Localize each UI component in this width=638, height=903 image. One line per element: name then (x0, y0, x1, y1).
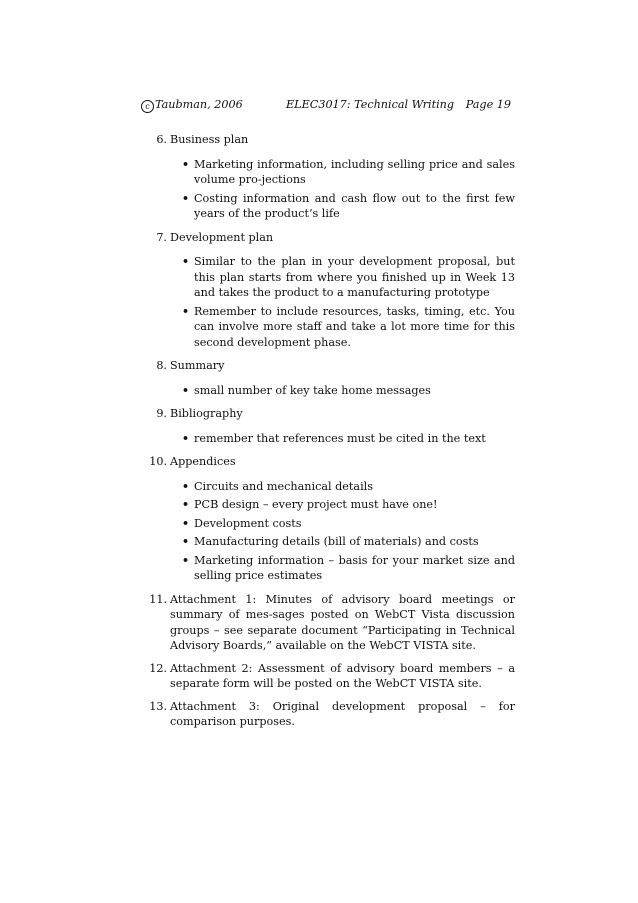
list-item-title: Summary (170, 359, 225, 372)
bullet-item: • Manufacturing details (bill of materials) and costs (170, 534, 515, 550)
bullet-list (170, 157, 515, 222)
list-item-number: 13. (149, 699, 167, 713)
list-item-development-plan (145, 230, 515, 351)
header-author (141, 96, 243, 114)
list-item-text: Attachment 2: Assessment of advisory board members – a separate form will be posted on the WebCT VISTA site. (170, 661, 515, 690)
list-item-number: 9. (156, 407, 167, 420)
list-item-title: Bibliography (170, 407, 243, 420)
header-page-number: Page 19 (465, 98, 511, 111)
list-item-business-plan (145, 132, 515, 222)
copyright-icon: c (141, 100, 154, 113)
list-item-number: 10. (149, 455, 167, 468)
bullet-item: • small number of key take home messages (170, 383, 515, 399)
bullet-item: • Marketing information, including selling price and sales volume pro-jections (170, 157, 515, 188)
running-header (141, 96, 511, 114)
list-item-attachment-3 (145, 699, 515, 730)
bullet-item: • Similar to the plan in your development proposal, but this plan starts from where you finished up in Week 13 and takes the product to a manufacturing prototype (170, 254, 515, 301)
header-course: ELEC3017: Technical Writing (286, 98, 455, 111)
list-item-number: 7. (156, 230, 167, 244)
header-author-year: Taubman, 2006 (155, 98, 243, 111)
bullet-item: • Circuits and mechanical details (170, 479, 515, 495)
bullet-list (170, 479, 515, 584)
bullet-item: • Remember to include resources, tasks, timing, etc. You can involve more staff and take a lot more time for this second development phase. (170, 304, 515, 351)
bullet-item: • Development costs (170, 516, 515, 532)
list-item-attachment-1 (145, 592, 515, 654)
list-item-number: 12. (149, 661, 167, 675)
bullet-list (170, 431, 515, 447)
list-item-title: Business plan (170, 133, 249, 146)
list-item-appendices (145, 454, 515, 584)
bullet-item: • PCB design – every project must have one! (170, 497, 515, 513)
bullet-list (170, 254, 515, 350)
list-item-title: Appendices (170, 455, 236, 468)
list-item-number: 11. (149, 592, 167, 606)
bullet-item: • Marketing information – basis for your market size and selling price estimates (170, 553, 515, 584)
list-item-text: Attachment 3: Original development proposal – for comparison purposes. (170, 699, 515, 728)
numbered-list (145, 132, 515, 737)
bullet-item: • Costing information and cash flow out to the first few years of the product’s life (170, 191, 515, 222)
bullet-list (170, 383, 515, 399)
list-item-title: Development plan (170, 230, 274, 244)
list-item-bibliography (145, 406, 515, 446)
list-item-summary (145, 358, 515, 398)
list-item-text: Attachment 1: Minutes of advisory board meetings or summary of mes-sages posted on WebCT Vista discussion groups – see separate document “Participating in Technical Advisory Boards,” available on the WebCT VISTA site. (170, 592, 515, 652)
bullet-item: • remember that references must be cited in the text (170, 431, 515, 447)
list-item-attachment-2 (145, 661, 515, 692)
list-item-number: 8. (156, 359, 167, 372)
list-item-number: 6. (156, 133, 167, 146)
